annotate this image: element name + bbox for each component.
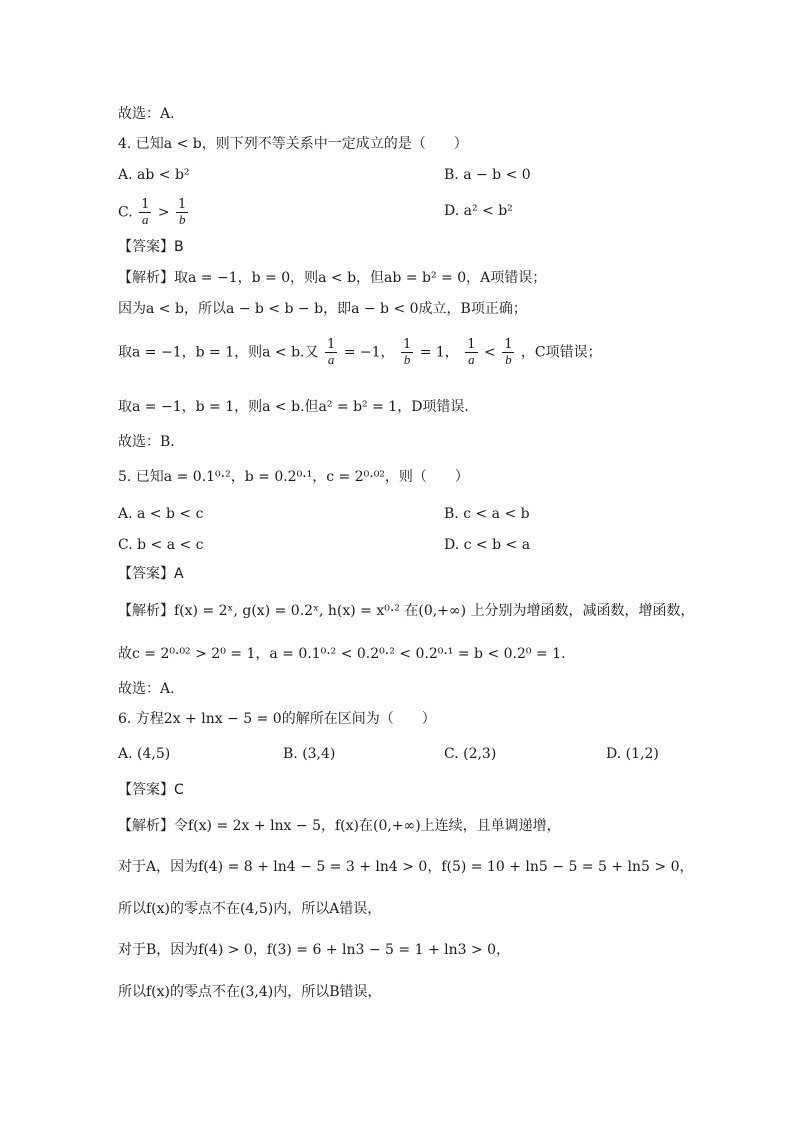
option-b: B. a − b < 0 [444, 167, 531, 183]
option-a: A. ab < b² [118, 167, 190, 183]
option-b: B. (3,4) [283, 746, 336, 762]
option-d: D. a² < b² [444, 203, 513, 219]
question-5: 5. 已知a = 0.1⁰·²，b = 0.2⁰·¹，c = 2⁰·⁰²，则（ ） [118, 469, 469, 485]
question-6: 6. 方程2x + lnx − 5 = 0的解所在区间为（ ） [118, 711, 436, 727]
numerator: 1 [178, 197, 187, 212]
option-a: A. a < b < c [118, 506, 204, 522]
text-line: 故选：A. [118, 106, 175, 122]
text-segment: ，C项错误； [520, 344, 602, 361]
denominator: b [178, 212, 186, 227]
denominator: b [505, 352, 512, 367]
option-d: D. (1,2) [606, 746, 659, 762]
numerator: 1 [467, 337, 476, 352]
explanation-line: 所以f(x)的零点不在(3,4)内，所以B错误， [118, 984, 382, 1000]
explanation-line: 【解析】取a = −1，b = 0，则a < b，但ab = b² = 0，A项错误； [118, 270, 547, 286]
fraction [401, 338, 413, 367]
option-c [118, 198, 190, 227]
explanation-line: 所以f(x)的零点不在(4,5)内，所以A错误， [118, 901, 382, 917]
text-segment: = 1， [419, 344, 459, 361]
text-segment: = −1， [343, 344, 395, 361]
option-a: A. (4,5) [118, 746, 171, 762]
numerator: 1 [402, 337, 412, 352]
denominator: b [403, 352, 411, 367]
explanation-line: 故c = 2⁰·⁰² > 2⁰ = 1，a = 0.1⁰·² < 0.2⁰·² < 0.2⁰·¹ = b < 0.2⁰ = 1. [118, 646, 566, 662]
explanation-line [118, 338, 602, 367]
fraction [139, 198, 151, 227]
explanation-line: 对于B，因为f(4) > 0，f(3) = 6 + ln3 − 5 = 1 + ln3 > 0， [118, 942, 511, 958]
text-line: 故选：A. [118, 681, 175, 697]
text-segment: < [484, 344, 496, 361]
explanation-line: 【解析】令f(x) = 2x + lnx − 5，f(x)在(0,+∞)上连续，且单调递增， [118, 818, 561, 834]
denominator: a [327, 352, 335, 367]
denominator: a [142, 212, 149, 227]
text-segment: 取a = −1，b = 1，则a < b.又 [118, 344, 319, 361]
explanation-line: 对于A，因为f(4) = 8 + ln4 − 5 = 3 + ln4 > 0，f(5) = 10 + ln5 − 5 = 5 + ln5 > 0， [118, 859, 694, 875]
denominator: a [468, 352, 475, 367]
numerator: 1 [504, 337, 513, 352]
answer-label: 【答案】A [118, 566, 184, 582]
fraction [502, 338, 514, 367]
answer-label: 【答案】C [118, 782, 184, 798]
explanation-line: 【解析】f(x) = 2ˣ, g(x) = 0.2ˣ, h(x) = x⁰·² 在(0,+∞) 上分别为增函数，减函数，增函数， [118, 603, 695, 619]
text-line: 故选：B. [118, 434, 175, 450]
explanation-line: 因为a < b，所以a − b < b − b，即a − b < 0成立，B项正确； [118, 301, 527, 317]
numerator: 1 [326, 337, 336, 352]
explanation-line: 取a = −1，b = 1，则a < b.但a² = b² = 1，D项错误. [118, 399, 469, 415]
fraction [465, 338, 477, 367]
fraction [325, 338, 337, 367]
answer-label: 【答案】B [118, 239, 184, 255]
option-c: C. b < a < c [118, 537, 204, 553]
question-4: 4. 已知a < b，则下列不等关系中一定成立的是（ ） [118, 136, 468, 152]
operator: > [157, 204, 170, 221]
fraction [176, 198, 188, 227]
option-c: C. (2,3) [444, 746, 497, 762]
option-label: C. [118, 204, 133, 221]
numerator: 1 [141, 197, 150, 212]
option-d: D. c < b < a [444, 537, 531, 553]
option-b: B. c < a < b [444, 506, 530, 522]
